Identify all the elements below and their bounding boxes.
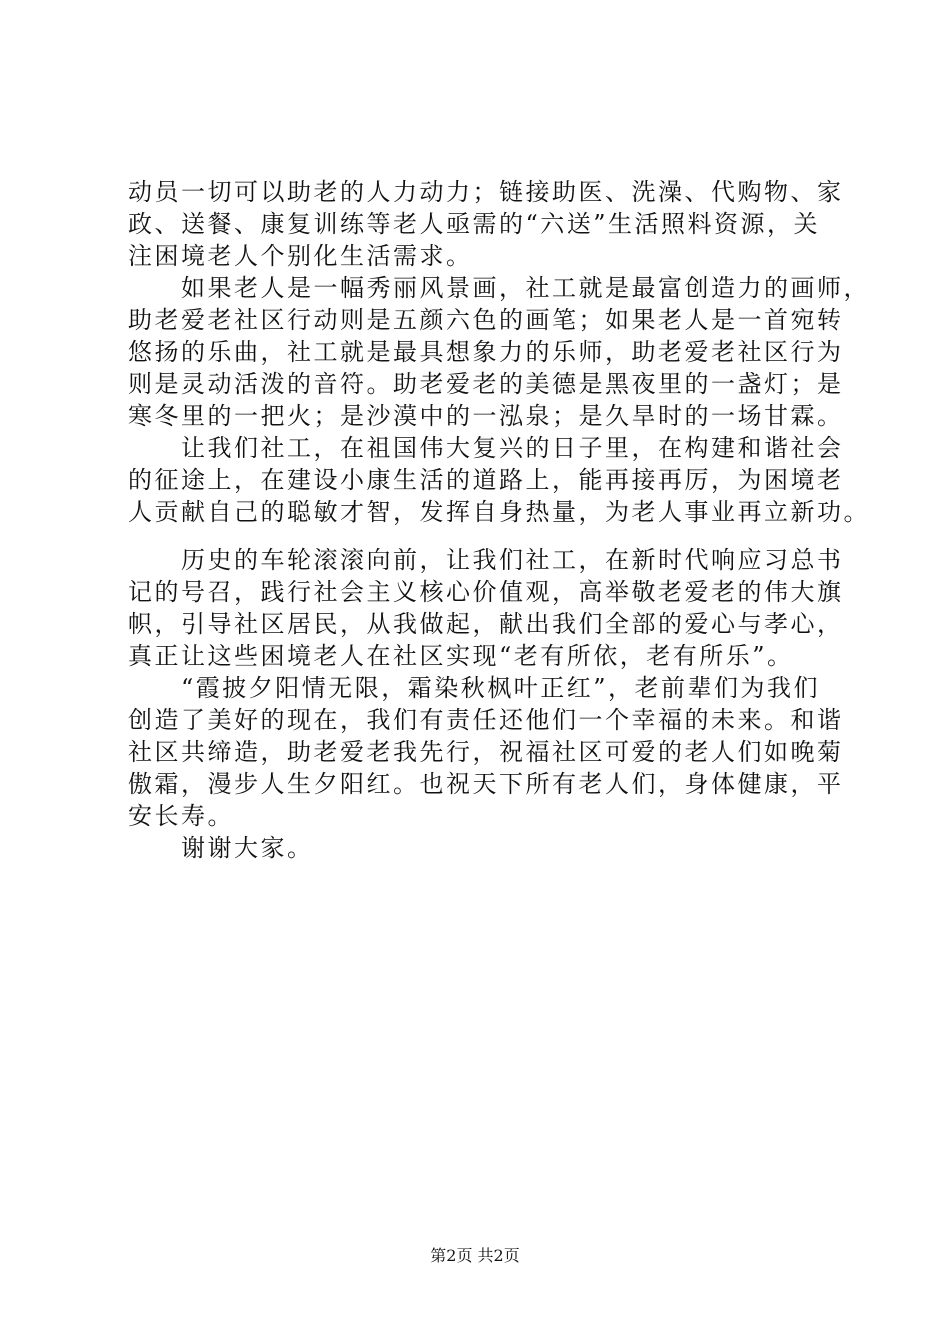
- text-line: 历史的车轮滚滚向前，让我们社工，在新时代响应习总书: [128, 546, 844, 574]
- text-line: 傲霜，漫步人生夕阳红。也祝天下所有老人们，身体健康，平: [128, 770, 844, 798]
- text-line: 悠扬的乐曲，社工就是最具想象力的乐师，助老爱老社区行为: [128, 338, 844, 366]
- text-line: 则是灵动活泼的音符。助老爱老的美德是黑夜里的一盏灯；是: [128, 370, 844, 398]
- text-line: 真正让这些困境老人在社区实现“老有所依，老有所乐”。: [128, 642, 794, 670]
- text-line: 人贡献自己的聪敏才智，发挥自身热量，为老人事业再立新功。: [128, 498, 870, 526]
- text-line: 让我们社工，在祖国伟大复兴的日子里，在构建和谐社会: [128, 434, 844, 462]
- text-line: 社区共缔造，助老爱老我先行，祝福社区可爱的老人们如晚菊: [128, 738, 844, 766]
- text-line: 动员一切可以助老的人力动力；链接助医、洗澡、代购物、家: [128, 178, 844, 206]
- text-line: 如果老人是一幅秀丽风景画，社工就是最富创造力的画师，: [128, 274, 870, 302]
- text-line: 的征途上，在建设小康生活的道路上，能再接再厉，为困境老: [128, 466, 844, 494]
- text-line: “霞披夕阳情无限，霜染秋枫叶正红”，老前辈们为我们: [128, 674, 821, 702]
- text-line: 政、送餐、康复训练等老人亟需的“六送”生活照料资源，关: [128, 210, 821, 238]
- text-line: 注困境老人个别化生活需求。: [128, 242, 473, 270]
- text-line: 助老爱老社区行动则是五颜六色的画笔；如果老人是一首宛转: [128, 306, 844, 334]
- text-line: 寒冬里的一把火；是沙漠中的一泓泉；是久旱时的一场甘霖。: [128, 402, 844, 430]
- text-line: 创造了美好的现在，我们有责任还他们一个幸福的未来。和谐: [128, 706, 844, 734]
- page-number-footer: 第2页 共2页: [430, 1246, 520, 1265]
- text-line: 记的号召，践行社会主义核心价值观，高举敬老爱老的伟大旗: [128, 578, 844, 606]
- text-line: 帜，引导社区居民，从我做起，献出我们全部的爱心与孝心，: [128, 610, 844, 638]
- text-line: 安长寿。: [128, 802, 234, 830]
- text-line: 谢谢大家。: [128, 834, 314, 862]
